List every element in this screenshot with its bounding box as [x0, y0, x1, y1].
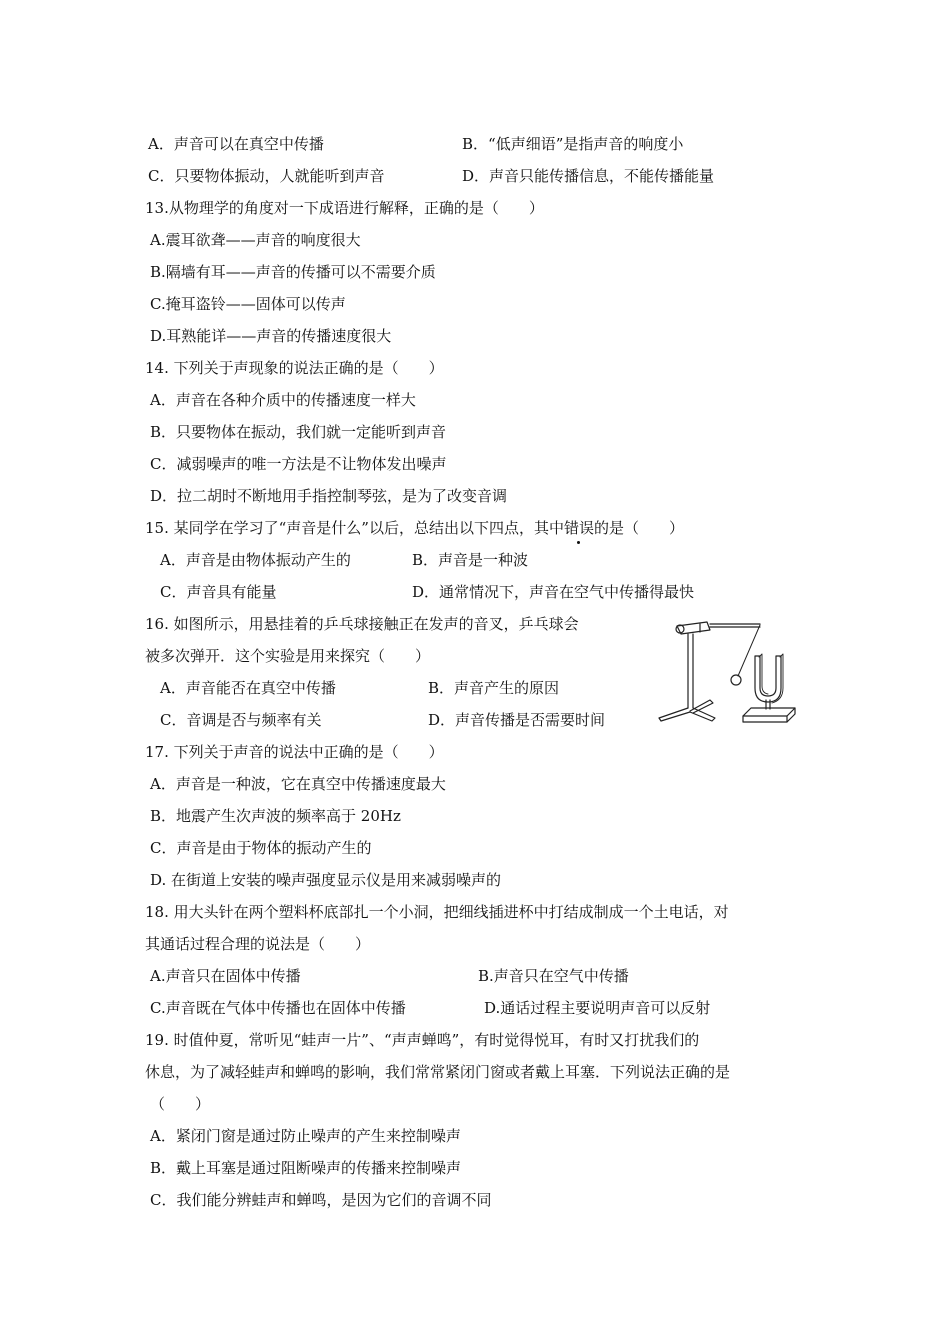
- q17-option-c: C．声音是由于物体的振动产生的: [150, 839, 372, 857]
- q15-option-a: A．声音是由物体振动产生的: [160, 551, 351, 569]
- q16-stem-line2: 被多次弹开．这个实验是用来探究（ ）: [145, 647, 431, 665]
- ping-pong-ball: [731, 675, 741, 685]
- q17-option-b: B．地震产生次声波的频率高于 20Hz: [150, 807, 401, 825]
- q19-stem-line3: （ ）: [150, 1095, 211, 1113]
- q18-option-c: C.声音既在气体中传播也在固体中传播: [150, 999, 406, 1017]
- q13-option-d: D.耳熟能详——声音的传播速度很大: [150, 327, 392, 345]
- q13-stem: 13.从物理学的角度对一下成语进行解释，正确的是（ ）: [145, 199, 544, 217]
- q15-stem-after: 的是（ ）: [593, 519, 684, 537]
- q18-stem-line2: 其通话过程合理的说法是（ ）: [145, 935, 371, 953]
- q16-option-c: C．音调是否与频率有关: [160, 711, 322, 729]
- stand-leg-left: [659, 708, 690, 721]
- q15-stem: [145, 518, 684, 538]
- q17-option-d: D. 在街道上安装的噪声强度显示仪是用来减弱噪声的: [150, 871, 502, 889]
- q15-stem-before: 15. 某同学在学习了“声音是什么”以后，总结出以下四点，其中: [145, 519, 564, 537]
- fork-base-front: [743, 716, 787, 722]
- q13-option-b: B.隔墙有耳——声音的传播可以不需要介质: [150, 263, 436, 281]
- tuning-fork-prongs: [755, 656, 781, 702]
- q16-option-a: A．声音能否在真空中传播: [160, 679, 336, 697]
- q14-option-d: D．拉二胡时不断地用手指控制琴弦，是为了改变音调: [150, 487, 508, 505]
- q15-option-c: C．声音具有能量: [160, 583, 277, 601]
- q17-option-a: A．声音是一种波，它在真空中传播速度最大: [150, 775, 446, 793]
- q16-stem-line1: 16. 如图所示，用悬挂着的乒乓球接触正在发声的音叉，乒乓球会: [145, 615, 579, 633]
- tuning-fork-pendulum-figure: [655, 612, 800, 730]
- q13-option-a: A.震耳欲聋——声音的响度很大: [150, 231, 361, 249]
- q14-option-b: B．只要物体在振动，我们就一定能听到声音: [150, 423, 447, 441]
- q14-stem: 14. 下列关于声现象的说法正确的是（ ）: [145, 359, 444, 377]
- q17-stem: 17. 下列关于声音的说法中正确的是（ ）: [145, 743, 444, 761]
- q18-stem-line1: 18. 用大头针在两个塑料杯底部扎一个小洞，把细线插进杯中打结成制成一个土电话，对: [145, 903, 729, 921]
- q14-option-c: C．减弱噪声的唯一方法是不让物体发出噪声: [150, 455, 447, 473]
- tuning-fork-pendulum-drawing: [655, 612, 800, 730]
- q15-emphasis-text: 错误: [563, 519, 594, 537]
- q16-option-d: D．声音传播是否需要时间: [428, 711, 606, 729]
- q19-option-c: C．我们能分辨蛙声和蝉鸣，是因为它们的音调不同: [150, 1191, 492, 1209]
- q15-option-d: D．通常情况下，声音在空气中传播得最快: [412, 583, 695, 601]
- pendulum-string: [738, 625, 760, 676]
- fork-base-top: [743, 708, 795, 716]
- q12-option-b: B．“低声细语”是指声音的响度小: [462, 135, 684, 153]
- q16-option-b: B．声音产生的原因: [428, 679, 560, 697]
- q18-option-a: A.声音只在固体中传播: [150, 967, 301, 985]
- q14-option-a: A．声音在各种介质中的传播速度一样大: [150, 391, 416, 409]
- q12-option-d: D．声音只能传播信息，不能传播能量: [462, 167, 715, 185]
- q15-stem-emphasis: [564, 519, 594, 537]
- q19-option-a: A．紧闭门窗是通过防止噪声的产生来控制噪声: [150, 1127, 461, 1145]
- q19-stem-line1: 19. 时值仲夏，常听见“蛙声一片”、“声声蝉鸣”，有时觉得悦耳，有时又打扰我们的: [145, 1031, 700, 1049]
- q18-option-d: D.通话过程主要说明声音可以反射: [484, 999, 711, 1017]
- q12-option-c: C．只要物体振动，人就能听到声音: [148, 167, 385, 185]
- q18-option-b: B.声音只在空气中传播: [478, 967, 629, 985]
- q19-stem-line2: 休息，为了减轻蛙声和蝉鸣的影响，我们常常紧闭门窗或者戴上耳塞．下列说法正确的是: [145, 1063, 731, 1081]
- stand-leg-right: [690, 708, 715, 721]
- q15-option-b: B．声音是一种波: [412, 551, 529, 569]
- q19-option-b: B．戴上耳塞是通过阻断噪声的传播来控制噪声: [150, 1159, 462, 1177]
- q12-option-a: A．声音可以在真空中传播: [148, 135, 324, 153]
- q13-option-c: C.掩耳盗铃——固体可以传声: [150, 295, 346, 313]
